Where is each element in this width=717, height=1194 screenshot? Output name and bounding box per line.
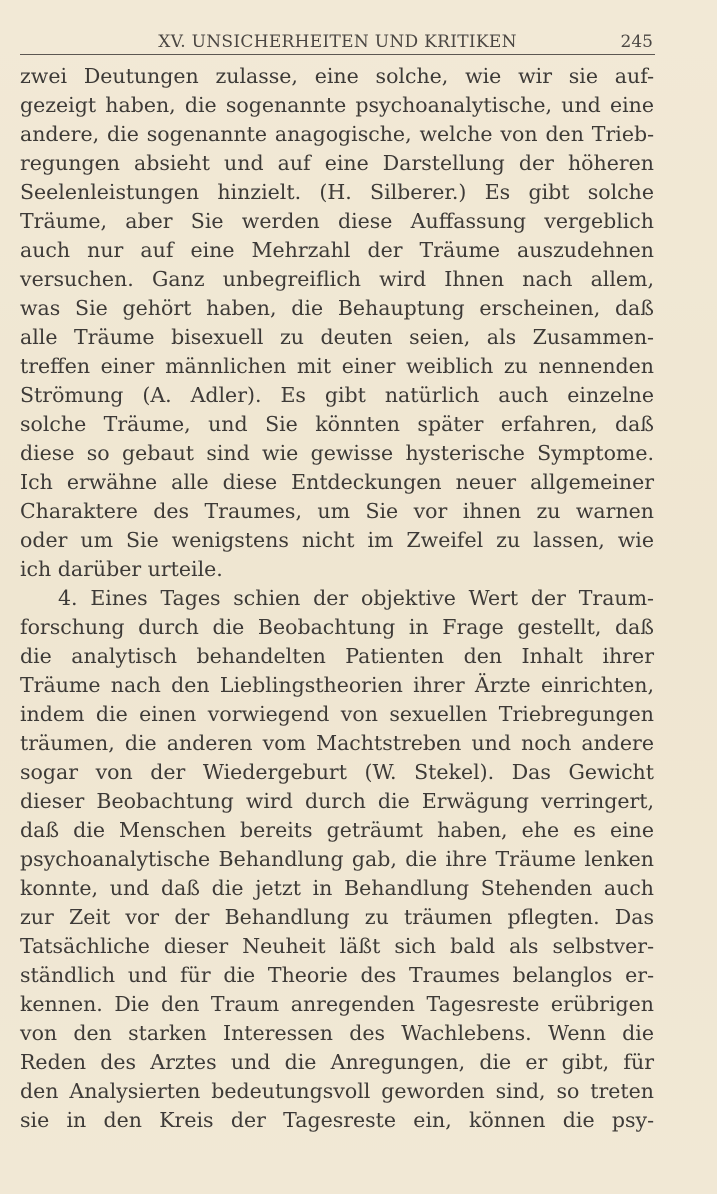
text-line: auch nur auf eine Mehrzahl der Träume auszudehnen — [20, 238, 654, 262]
text-line: solche Träume, und Sie könnten später erfahren, daß — [20, 412, 654, 436]
chapter-title: XV. UNSICHERHEITEN UND KRITIKEN — [158, 32, 517, 52]
text-line: indem die einen vorwiegend von sexuellen Triebregungen — [20, 702, 654, 726]
text-line: zwei Deutungen zulasse, eine solche, wie wir sie auf- — [20, 64, 654, 88]
text-line: andere, die sogenannte anagogische, welche von den Trieb- — [20, 122, 654, 146]
text-line: träumen, die anderen vom Machtstreben und noch andere — [20, 731, 654, 755]
text-line: Reden des Arztes und die Anregungen, die er gibt, für — [20, 1050, 654, 1074]
text-line: Tatsächliche dieser Neuheit läßt sich bald als selbstver- — [20, 934, 654, 958]
text-line: regungen absieht und auf eine Darstellung der höheren — [20, 151, 654, 175]
text-line: ständlich und für die Theorie des Traumes belanglos er- — [20, 963, 654, 987]
text-line: Charaktere des Traumes, um Sie vor ihnen zu warnen — [20, 499, 654, 523]
text-line: den Analysierten bedeutungsvoll geworden sind, so treten — [20, 1079, 654, 1103]
text-line: sie in den Kreis der Tagesreste ein, können die psy- — [20, 1108, 654, 1132]
text-line: von den starken Interessen des Wachlebens. Wenn die — [20, 1021, 654, 1045]
text-line: die analytisch behandelten Patienten den Inhalt ihrer — [20, 644, 654, 668]
text-line: forschung durch die Beobachtung in Frage gestellt, daß — [20, 615, 654, 639]
text-line: versuchen. Ganz unbegreiflich wird Ihnen nach allem, — [20, 267, 654, 291]
text-line: Träume, aber Sie werden diese Auffassung vergeblich — [20, 209, 654, 233]
paragraph-last-line: ich darüber urteile. — [20, 557, 223, 581]
text-line: diese so gebaut sind wie gewisse hysterische Symptome. — [20, 441, 654, 465]
text-line: alle Träume bisexuell zu deuten seien, als Zusammen- — [20, 325, 654, 349]
text-line: kennen. Die den Traum anregenden Tagesreste erübrigen — [20, 992, 654, 1016]
text-line: sogar von der Wiedergeburt (W. Stekel). Das Gewicht — [20, 760, 654, 784]
text-line: Seelenleistungen hinzielt. (H. Silberer.) Es gibt solche — [20, 180, 654, 204]
text-line: treffen einer männlichen mit einer weiblich zu nennenden — [20, 354, 654, 378]
text-line: konnte, und daß die jetzt in Behandlung Stehenden auch — [20, 876, 654, 900]
text-line: was Sie gehört haben, die Behauptung erscheinen, daß — [20, 296, 654, 320]
body-text — [20, 62, 654, 1135]
text-line: zur Zeit vor der Behandlung zu träumen pflegten. Das — [20, 905, 654, 929]
page-number: 245 — [620, 32, 653, 52]
text-line: oder um Sie wenigstens nicht im Zweifel zu lassen, wie — [20, 528, 654, 552]
text-line: Träume nach den Lieblingstheorien ihrer Ärzte einrichten, — [20, 673, 654, 697]
paragraph-first-line: 4. Eines Tages schien der objektive Wert der Traum- — [58, 586, 654, 610]
text-line: gezeigt haben, die sogenannte psychoanalytische, und eine — [20, 93, 654, 117]
text-line: Strömung (A. Adler). Es gibt natürlich auch einzelne — [20, 383, 654, 407]
text-line: Ich erwähne alle diese Entdeckungen neuer allgemeiner — [20, 470, 654, 494]
text-line: daß die Menschen bereits geträumt haben, ehe es eine — [20, 818, 654, 842]
running-head — [20, 30, 655, 55]
text-line: dieser Beobachtung wird durch die Erwägung verringert, — [20, 789, 654, 813]
text-line: psychoanalytische Behandlung gab, die ihre Träume lenken — [20, 847, 654, 871]
